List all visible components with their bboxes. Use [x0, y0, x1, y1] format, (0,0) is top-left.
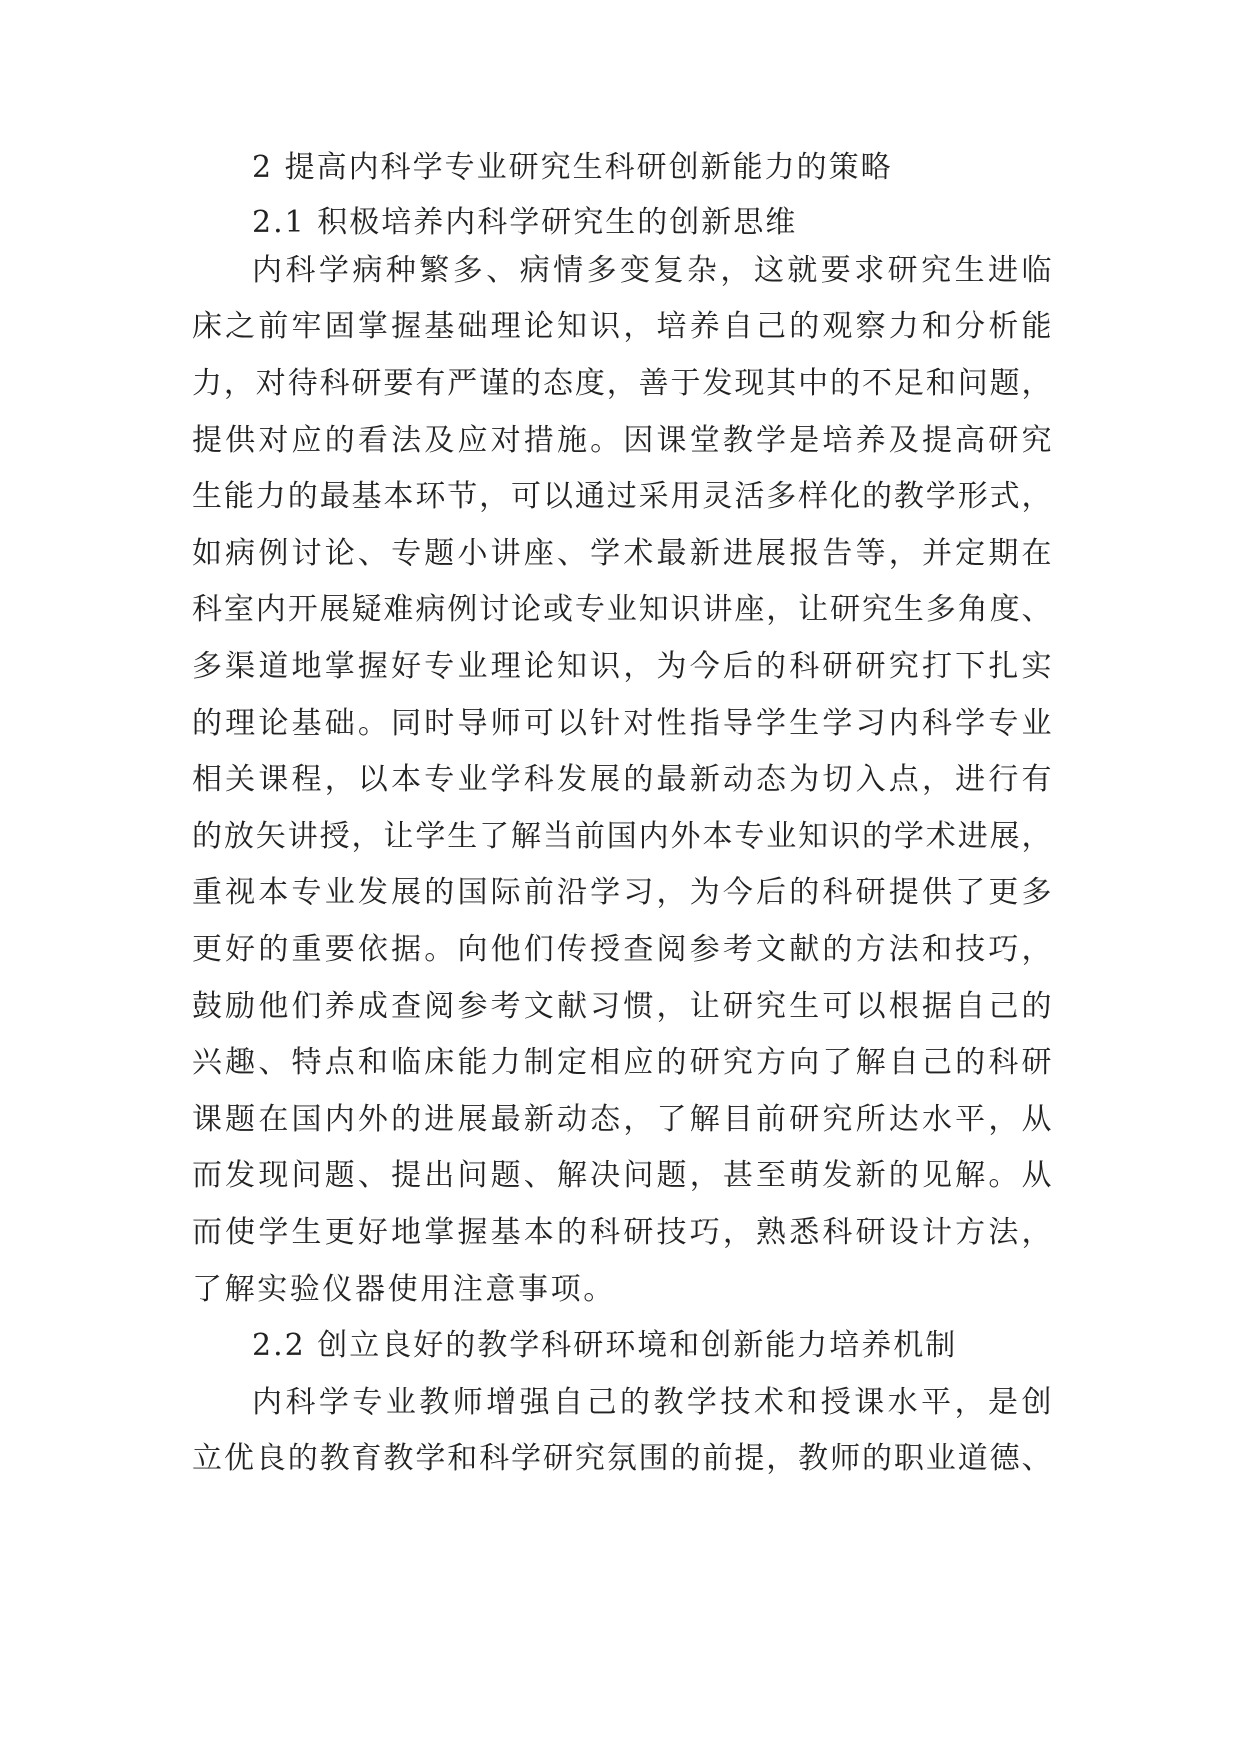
paragraph-line: 力，对待科研要有严谨的态度，善于发现其中的不足和问题，: [192, 366, 1052, 401]
section-heading-2: 2 提高内科学专业研究生科研创新能力的策略: [252, 150, 893, 185]
paragraph-line: 内科学病种繁多、病情多变复杂，这就要求研究生进临: [252, 253, 1052, 288]
paragraph-line: 而使学生更好地掌握基本的科研技巧，熟悉科研设计方法，: [192, 1215, 1052, 1250]
paragraph-line: 重视本专业发展的国际前沿学习，为今后的科研提供了更多: [192, 875, 1052, 910]
paragraph-line: 内科学专业教师增强自己的教学技术和授课水平，是创: [252, 1385, 1052, 1420]
paragraph-line: 更好的重要依据。向他们传授查阅参考文献的方法和技巧，: [192, 932, 1052, 967]
paragraph-line: 相关课程，以本专业学科发展的最新动态为切入点，进行有: [192, 762, 1052, 797]
paragraph-line: 如病例讨论、专题小讲座、学术最新进展报告等，并定期在: [192, 536, 1052, 571]
paragraph-line: 的放矢讲授，让学生了解当前国内外本专业知识的学术进展，: [192, 819, 1052, 854]
paragraph-line: 科室内开展疑难病例讨论或专业知识讲座，让研究生多角度、: [192, 592, 1052, 627]
paragraph-line: 鼓励他们养成查阅参考文献习惯，让研究生可以根据自己的: [192, 989, 1052, 1024]
paragraph-line: 兴趣、特点和临床能力制定相应的研究方向了解自己的科研: [192, 1045, 1052, 1080]
paragraph-line: 生能力的最基本环节，可以通过采用灵活多样化的教学形式，: [192, 479, 1052, 514]
paragraph-line: 床之前牢固掌握基础理论知识，培养自己的观察力和分析能: [192, 309, 1052, 344]
paragraph-line: 了解实验仪器使用注意事项。: [192, 1272, 616, 1307]
paragraph-line: 课题在国内外的进展最新动态，了解目前研究所达水平，从: [192, 1102, 1052, 1137]
paragraph-line: 而发现问题、提出问题、解决问题，甚至萌发新的见解。从: [192, 1158, 1052, 1193]
paragraph-line: 提供对应的看法及应对措施。因课堂教学是培养及提高研究: [192, 423, 1052, 458]
subsection-heading-2-1: 2.1 积极培养内科学研究生的创新思维: [252, 205, 798, 240]
paragraph-line: 多渠道地掌握好专业理论知识，为今后的科研研究打下扎实: [192, 649, 1052, 684]
paragraph-line: 的理论基础。同时导师可以针对性指导学生学习内科学专业: [192, 706, 1052, 741]
subsection-heading-2-2: 2.2 创立良好的教学科研环境和创新能力培养机制: [252, 1328, 958, 1363]
paragraph-line: 立优良的教育教学和科学研究氛围的前提，教师的职业道德、: [192, 1441, 1052, 1476]
